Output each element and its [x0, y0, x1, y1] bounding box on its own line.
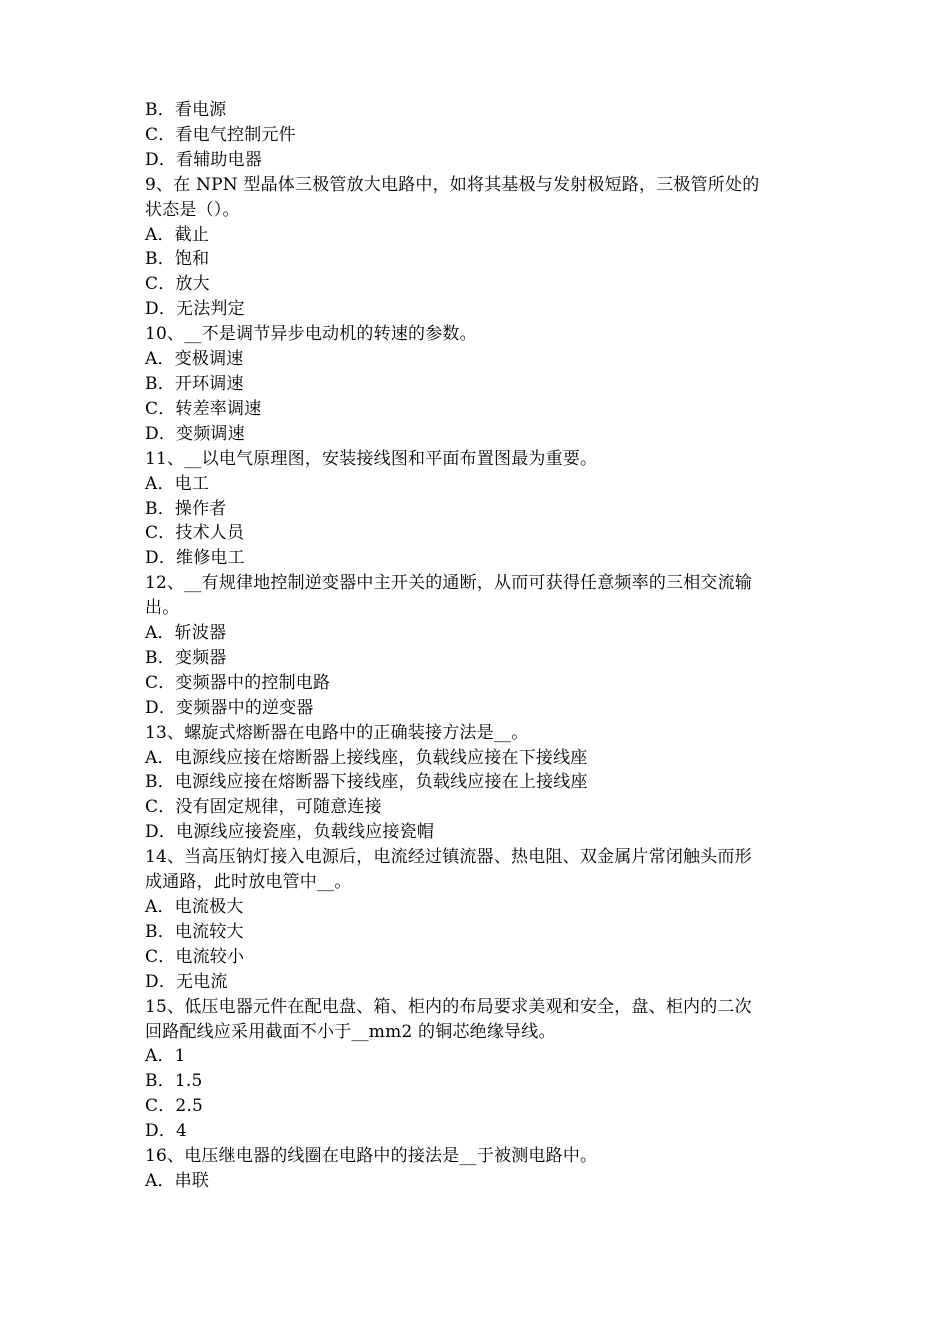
option-line: A．电流极大 — [145, 897, 244, 917]
option-line: C．看电气控制元件 — [145, 124, 296, 145]
question-line: 14、当高压钠灯接入电源后，电流经过镇流器、热电阻、双金属片常闭触头而形 — [145, 847, 752, 868]
question-line: 状态是（）。 — [145, 199, 240, 220]
question-line: 13、螺旋式熔断器在电路中的正确装接方法是__。 — [145, 722, 529, 743]
option-line: B．看电源 — [145, 100, 227, 120]
option-line: C．2.5 — [145, 1096, 204, 1117]
option-line: C．变频器中的控制电路 — [145, 672, 331, 693]
option-line: B．电流较大 — [145, 921, 244, 942]
question-line: 成通路，此时放电管中__。 — [145, 872, 352, 893]
option-line: A．电源线应接在熔断器上接线座，负载线应接在下接线座 — [145, 747, 588, 768]
option-line: D．电源线应接瓷座，负载线应接瓷帽 — [145, 822, 435, 843]
question-line: 9、在 NPN 型晶体三极管放大电路中，如将其基极与发射极短路，三极管所处的 — [145, 174, 760, 195]
question-line: 回路配线应采用截面不小于__mm2 的铜芯绝缘导线。 — [145, 1021, 556, 1042]
option-line: D．变频器中的逆变器 — [145, 697, 314, 718]
option-line: C．转差率调速 — [145, 398, 262, 419]
option-line: A．斩波器 — [145, 623, 227, 644]
option-line: D．4 — [145, 1121, 188, 1142]
option-line: A．电工 — [145, 473, 210, 494]
option-line: D．维修电工 — [145, 548, 245, 569]
option-line: C．放大 — [145, 274, 210, 295]
option-line: C．电流较小 — [145, 946, 245, 967]
question-line: 15、低压电器元件在配电盘、箱、柜内的布局要求美观和安全，盘、柜内的二次 — [145, 996, 752, 1017]
question-line: 16、电压继电器的线圈在电路中的接法是__于被测电路中。 — [145, 1146, 598, 1167]
option-line: C．技术人员 — [145, 523, 245, 544]
question-line: 10、__不是调节异步电动机的转速的参数。 — [145, 324, 477, 345]
option-line: A．1 — [145, 1046, 186, 1067]
option-line: A．截止 — [145, 224, 210, 245]
question-line: 出。 — [145, 598, 180, 619]
option-line: B．电源线应接在熔断器下接线座，负载线应接在上接线座 — [145, 772, 588, 793]
question-line: 11、__以电气原理图，安装接线图和平面布置图最为重要。 — [145, 448, 598, 469]
option-line: D．看辅助电器 — [145, 149, 263, 170]
option-line: B．饱和 — [145, 249, 210, 270]
document-page — [145, 98, 817, 1194]
option-line: D．无电流 — [145, 971, 228, 992]
option-line: A．串联 — [145, 1170, 210, 1191]
option-line: A．变极调速 — [145, 349, 244, 370]
question-line: 12、__有规律地控制逆变器中主开关的通断，从而可获得任意频率的三相交流输 — [145, 573, 753, 594]
option-line: D．无法判定 — [145, 299, 245, 320]
option-line: B．开环调速 — [145, 373, 244, 394]
option-line: D．变频调速 — [145, 423, 245, 444]
option-line: C．没有固定规律，可随意连接 — [145, 797, 382, 818]
option-line: B．操作者 — [145, 498, 227, 519]
option-line: B．1.5 — [145, 1071, 203, 1092]
option-line: B．变频器 — [145, 647, 227, 668]
